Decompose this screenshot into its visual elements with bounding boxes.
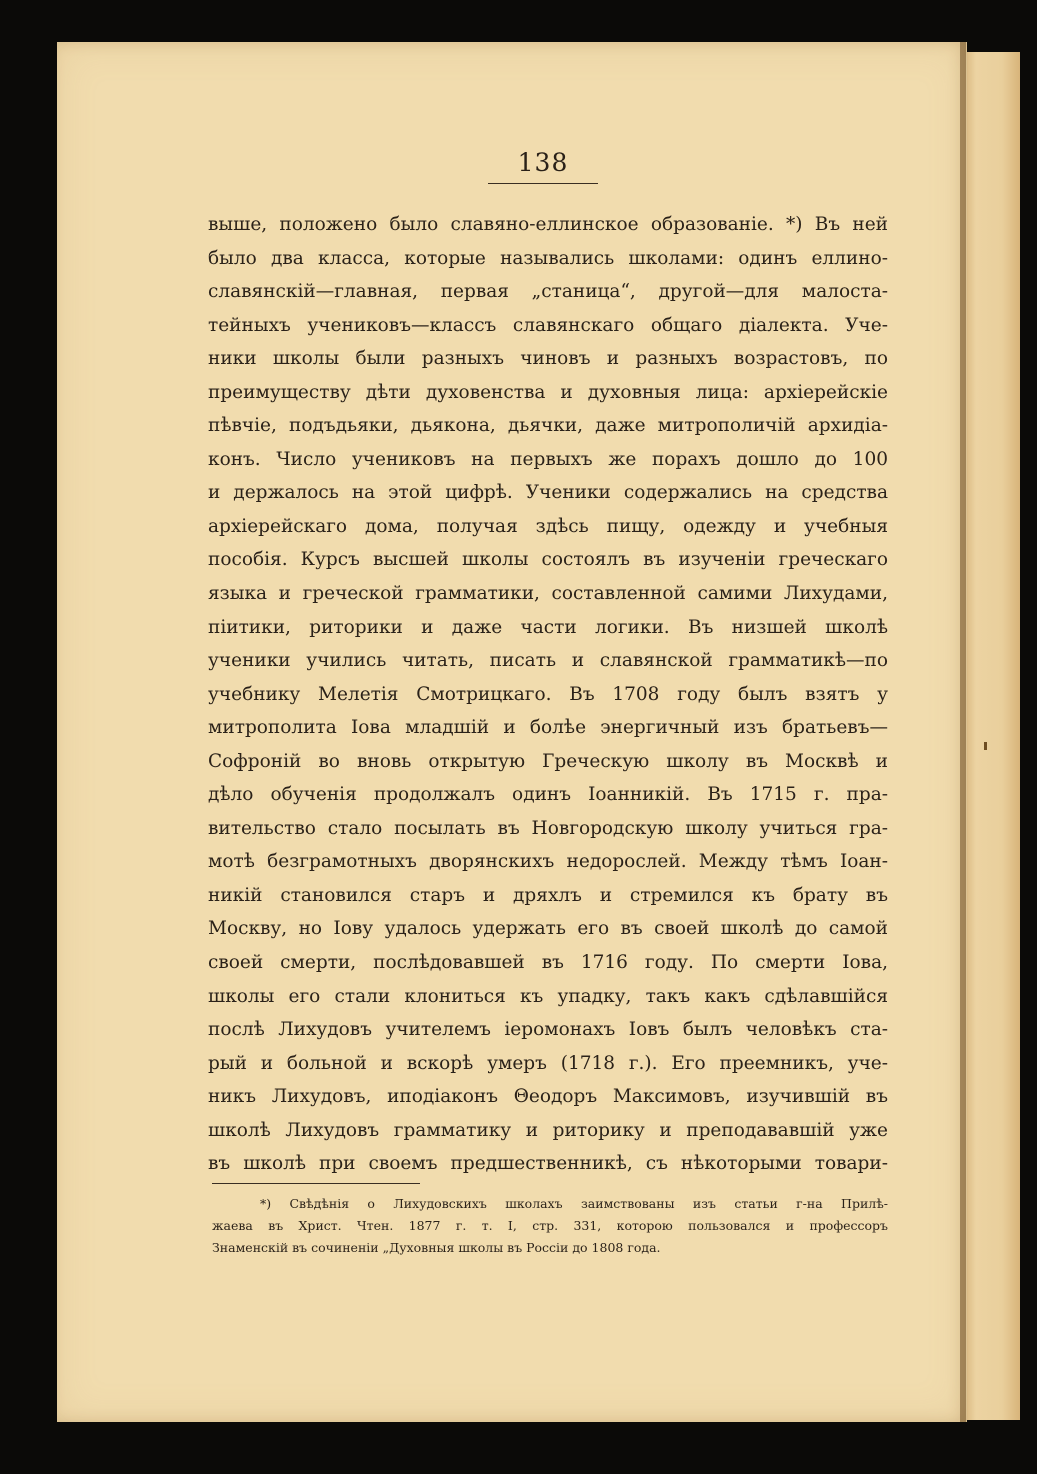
text-line: никій становился старъ и дряхлъ и стремился къ брату въ — [208, 884, 888, 906]
text-line: послѣ Лихудовъ учителемъ іеромонахъ Іовъ былъ человѣкъ ста- — [208, 1019, 888, 1041]
text-line: своей смерти, послѣдовавшей въ 1716 году. По смерти Іова, — [208, 952, 888, 974]
page-edge-shadow — [960, 42, 966, 1422]
text-line: ники школы были разныхъ чиновъ и разныхъ возрастовъ, по — [208, 348, 888, 370]
text-line: рый и больной и вскорѣ умеръ (1718 г.). Его преемникъ, уче- — [208, 1052, 888, 1074]
text-line: пособія. Курсъ высшей школы состоялъ въ изученіи греческаго — [208, 549, 888, 571]
page-number-rule — [488, 183, 598, 184]
text-line: и держалось на этой цифрѣ. Ученики содержались на средства — [208, 482, 888, 504]
text-line: выше, положено было славяно-еллинское образованіе. *) Въ ней — [208, 214, 888, 235]
text-line: Москву, но Іову удалось удержать его въ своей школѣ до самой — [208, 918, 888, 940]
text-line: мотѣ безграмотныхъ дворянскихъ недорослей. Между тѣмъ Іоан- — [208, 851, 888, 873]
text-line: піитики, риторики и даже части логики. Въ низшей школѣ — [208, 616, 888, 638]
footnote-line: *) Свѣдѣнія о Лихудовскихъ школахъ заимствованы изъ статьи г-на Прилѣ- — [260, 1196, 888, 1211]
text-line: было два класса, которые назывались школами: одинъ еллино- — [208, 247, 888, 269]
page-number: 138 — [517, 148, 569, 177]
text-line: архіерейскаго дома, получая здѣсь пищу, одежду и учебныя — [208, 515, 888, 537]
text-line: славянскій—главная, первая „станица“, другой—для малоста- — [208, 281, 888, 303]
text-line: дѣло обученія продолжалъ одинъ Іоанникій. Въ 1715 г. пра- — [208, 784, 888, 806]
text-line: языка и греческой грамматики, составленной самими Лихудами, — [208, 583, 888, 605]
text-line: никъ Лихудовъ, иподіаконъ Θеодоръ Максимовъ, изучившій въ — [208, 1086, 888, 1108]
body-text — [208, 208, 888, 1181]
text-line: тейныхъ учениковъ—классъ славянскаго общаго діалекта. Уче- — [208, 314, 888, 336]
text-line: школы его стали клониться къ упадку, такъ какъ сдѣлавшійся — [208, 985, 888, 1007]
text-line: школѣ Лихудовъ грамматику и риторику и преподававшій уже — [208, 1119, 888, 1141]
footnote-rule — [212, 1183, 420, 1184]
text-line: ученики учились читать, писать и славянской грамматикѣ—по — [208, 650, 888, 672]
text-line: митрополита Іова младшій и болѣе энергичный изъ братьевъ— — [208, 717, 888, 739]
text-line: въ школѣ при своемъ предшественникѣ, съ нѣкоторыми товари- — [208, 1153, 888, 1175]
text-line: вительство стало посылать въ Новгородскую школу учиться гра- — [208, 817, 888, 839]
adjacent-page-edge — [962, 52, 1020, 1420]
text-line: учебнику Мелетія Смотрицкаго. Въ 1708 году былъ взятъ у — [208, 683, 888, 705]
footnote-line: Знаменскій въ сочиненіи „Духовныя школы въ Россіи до 1808 года. — [212, 1240, 661, 1255]
text-line: преимуществу дѣти духовенства и духовныя лица: архіерейскіе — [208, 381, 888, 403]
text-line: Софроній во вновь открытую Греческую школу въ Москвѣ и — [208, 750, 888, 772]
text-line: конъ. Число учениковъ на первыхъ же порахъ дошло до 100 — [208, 448, 888, 470]
footnote-line: жаева въ Христ. Чтен. 1877 г. т. I, стр. 331, которою пользовался и профессоръ — [212, 1218, 888, 1233]
text-line: пѣвчіе, подъдьяки, дьякона, дьячки, даже митрополичій архидіа- — [208, 415, 888, 437]
margin-mark — [984, 742, 987, 750]
footnote — [212, 1193, 888, 1259]
